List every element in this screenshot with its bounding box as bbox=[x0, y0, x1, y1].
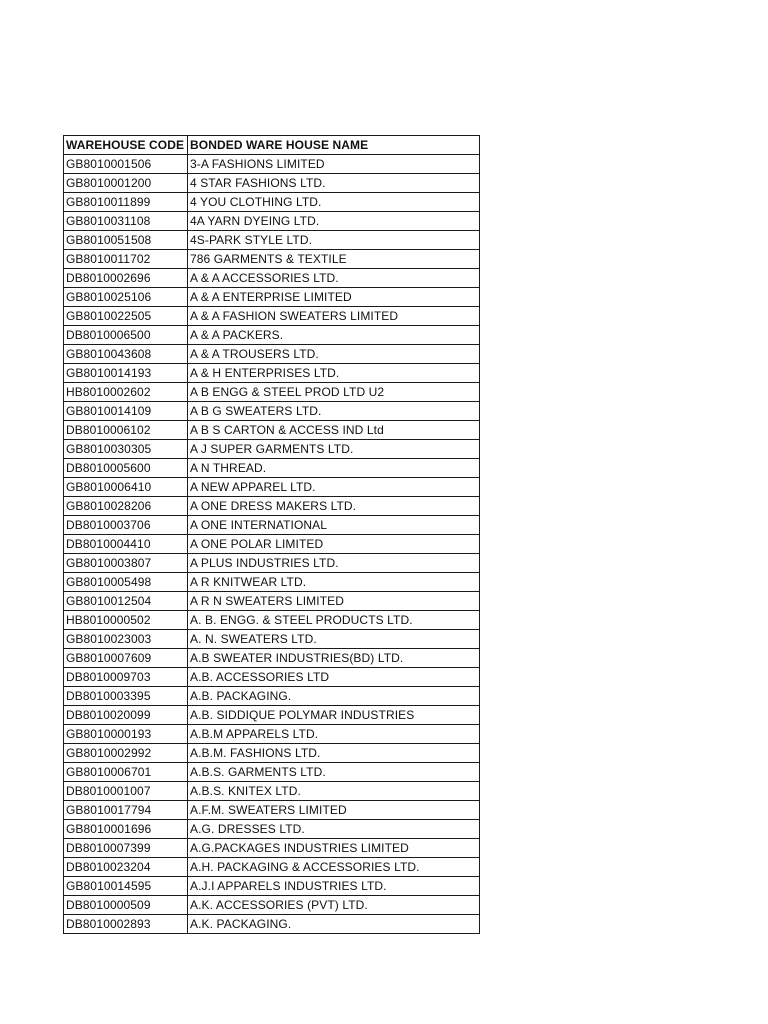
warehouse-name-cell: A.B. PACKAGING. bbox=[188, 687, 480, 706]
warehouse-table bbox=[63, 135, 480, 934]
warehouse-code-cell: DB8010003706 bbox=[64, 516, 188, 535]
warehouse-name-cell: A.B.M APPARELS LTD. bbox=[188, 725, 480, 744]
warehouse-code-cell: DB8010003395 bbox=[64, 687, 188, 706]
warehouse-name-cell: A.J.I APPARELS INDUSTRIES LTD. bbox=[188, 877, 480, 896]
table-row bbox=[64, 269, 480, 288]
warehouse-name-cell: A.K. PACKAGING. bbox=[188, 915, 480, 934]
warehouse-code-cell: GB8010006701 bbox=[64, 763, 188, 782]
warehouse-code-cell: GB8010028206 bbox=[64, 497, 188, 516]
warehouse-name-cell: A ONE INTERNATIONAL bbox=[188, 516, 480, 535]
table-row bbox=[64, 858, 480, 877]
warehouse-code-cell: DB8010005600 bbox=[64, 459, 188, 478]
table-row bbox=[64, 820, 480, 839]
table-row bbox=[64, 288, 480, 307]
table-row bbox=[64, 383, 480, 402]
warehouse-code-cell: GB8010005498 bbox=[64, 573, 188, 592]
table-row bbox=[64, 687, 480, 706]
warehouse-name-cell: 786 GARMENTS & TEXTILE bbox=[188, 250, 480, 269]
warehouse-name-cell: A. B. ENGG. & STEEL PRODUCTS LTD. bbox=[188, 611, 480, 630]
table-row bbox=[64, 497, 480, 516]
warehouse-code-cell: GB8010014193 bbox=[64, 364, 188, 383]
warehouse-name-cell: A N THREAD. bbox=[188, 459, 480, 478]
warehouse-code-cell: DB8010000509 bbox=[64, 896, 188, 915]
warehouse-name-cell: A.G. DRESSES LTD. bbox=[188, 820, 480, 839]
warehouse-name-cell: A & H ENTERPRISES LTD. bbox=[188, 364, 480, 383]
warehouse-name-cell: A & A ENTERPRISE LIMITED bbox=[188, 288, 480, 307]
table-row bbox=[64, 725, 480, 744]
table-row bbox=[64, 326, 480, 345]
warehouse-name-cell: A B S CARTON & ACCESS IND Ltd bbox=[188, 421, 480, 440]
warehouse-name-cell: A & A FASHION SWEATERS LIMITED bbox=[188, 307, 480, 326]
warehouse-code-cell: GB8010006410 bbox=[64, 478, 188, 497]
table-row bbox=[64, 763, 480, 782]
warehouse-name-cell: A B ENGG & STEEL PROD LTD U2 bbox=[188, 383, 480, 402]
table-row bbox=[64, 174, 480, 193]
warehouse-code-cell: DB8010002696 bbox=[64, 269, 188, 288]
warehouse-code-cell: GB8010003807 bbox=[64, 554, 188, 573]
table-row bbox=[64, 459, 480, 478]
warehouse-name-cell: A & A TROUSERS LTD. bbox=[188, 345, 480, 364]
table-row bbox=[64, 573, 480, 592]
table-row bbox=[64, 877, 480, 896]
warehouse-name-cell: A R N SWEATERS LIMITED bbox=[188, 592, 480, 611]
warehouse-name-cell: 4A YARN DYEING LTD. bbox=[188, 212, 480, 231]
warehouse-name-cell: A & A PACKERS. bbox=[188, 326, 480, 345]
table-row bbox=[64, 212, 480, 231]
table-row bbox=[64, 440, 480, 459]
table-row bbox=[64, 649, 480, 668]
column-header-warehouse-code: WAREHOUSE CODE bbox=[64, 136, 188, 155]
warehouse-name-cell: A.B.M. FASHIONS LTD. bbox=[188, 744, 480, 763]
table-body bbox=[64, 155, 480, 934]
warehouse-name-cell: A J SUPER GARMENTS LTD. bbox=[188, 440, 480, 459]
warehouse-name-cell: 4S-PARK STYLE LTD. bbox=[188, 231, 480, 250]
warehouse-code-cell: GB8010012504 bbox=[64, 592, 188, 611]
warehouse-name-cell: A.B.S. GARMENTS LTD. bbox=[188, 763, 480, 782]
warehouse-name-cell: A.B. SIDDIQUE POLYMAR INDUSTRIES bbox=[188, 706, 480, 725]
warehouse-code-cell: DB8010020099 bbox=[64, 706, 188, 725]
table-row bbox=[64, 839, 480, 858]
table-row bbox=[64, 250, 480, 269]
table-row bbox=[64, 915, 480, 934]
warehouse-name-cell: A ONE DRESS MAKERS LTD. bbox=[188, 497, 480, 516]
table-row bbox=[64, 345, 480, 364]
table-row bbox=[64, 421, 480, 440]
table-row bbox=[64, 554, 480, 573]
warehouse-name-cell: A.B. ACCESSORIES LTD bbox=[188, 668, 480, 687]
table-header-row bbox=[64, 136, 480, 155]
warehouse-name-cell: A PLUS INDUSTRIES LTD. bbox=[188, 554, 480, 573]
table-row bbox=[64, 668, 480, 687]
warehouse-name-cell: A.F.M. SWEATERS LIMITED bbox=[188, 801, 480, 820]
warehouse-table-container bbox=[63, 135, 480, 934]
warehouse-code-cell: GB8010011899 bbox=[64, 193, 188, 212]
table-row bbox=[64, 231, 480, 250]
warehouse-code-cell: HB8010000502 bbox=[64, 611, 188, 630]
warehouse-name-cell: A.K. ACCESSORIES (PVT) LTD. bbox=[188, 896, 480, 915]
table-row bbox=[64, 516, 480, 535]
table-row bbox=[64, 535, 480, 554]
table-row bbox=[64, 706, 480, 725]
warehouse-code-cell: GB8010014595 bbox=[64, 877, 188, 896]
warehouse-code-cell: DB8010001007 bbox=[64, 782, 188, 801]
warehouse-code-cell: GB8010001696 bbox=[64, 820, 188, 839]
warehouse-name-cell: A B G SWEATERS LTD. bbox=[188, 402, 480, 421]
warehouse-name-cell: A.G.PACKAGES INDUSTRIES LIMITED bbox=[188, 839, 480, 858]
warehouse-code-cell: GB8010030305 bbox=[64, 440, 188, 459]
warehouse-code-cell: GB8010002992 bbox=[64, 744, 188, 763]
warehouse-code-cell: GB8010001200 bbox=[64, 174, 188, 193]
column-header-warehouse-name: BONDED WARE HOUSE NAME bbox=[188, 136, 480, 155]
warehouse-name-cell: A.B.S. KNITEX LTD. bbox=[188, 782, 480, 801]
warehouse-code-cell: GB8010023003 bbox=[64, 630, 188, 649]
warehouse-name-cell: A & A ACCESSORIES LTD. bbox=[188, 269, 480, 288]
warehouse-code-cell: DB8010006500 bbox=[64, 326, 188, 345]
warehouse-name-cell: 4 STAR FASHIONS LTD. bbox=[188, 174, 480, 193]
table-row bbox=[64, 155, 480, 174]
table-row bbox=[64, 364, 480, 383]
warehouse-code-cell: GB8010051508 bbox=[64, 231, 188, 250]
table-row bbox=[64, 307, 480, 326]
warehouse-code-cell: GB8010007609 bbox=[64, 649, 188, 668]
warehouse-code-cell: GB8010031108 bbox=[64, 212, 188, 231]
warehouse-code-cell: GB8010000193 bbox=[64, 725, 188, 744]
warehouse-code-cell: GB8010014109 bbox=[64, 402, 188, 421]
warehouse-code-cell: GB8010001506 bbox=[64, 155, 188, 174]
warehouse-code-cell: GB8010043608 bbox=[64, 345, 188, 364]
warehouse-code-cell: DB8010004410 bbox=[64, 535, 188, 554]
warehouse-code-cell: GB8010011702 bbox=[64, 250, 188, 269]
warehouse-name-cell: A NEW APPAREL LTD. bbox=[188, 478, 480, 497]
warehouse-name-cell: A ONE POLAR LIMITED bbox=[188, 535, 480, 554]
warehouse-code-cell: DB8010006102 bbox=[64, 421, 188, 440]
warehouse-code-cell: DB8010009703 bbox=[64, 668, 188, 687]
warehouse-code-cell: GB8010022505 bbox=[64, 307, 188, 326]
warehouse-code-cell: DB8010002893 bbox=[64, 915, 188, 934]
warehouse-name-cell: 3-A FASHIONS LIMITED bbox=[188, 155, 480, 174]
warehouse-name-cell: 4 YOU CLOTHING LTD. bbox=[188, 193, 480, 212]
table-row bbox=[64, 744, 480, 763]
warehouse-code-cell: DB8010007399 bbox=[64, 839, 188, 858]
warehouse-code-cell: DB8010023204 bbox=[64, 858, 188, 877]
table-row bbox=[64, 801, 480, 820]
warehouse-name-cell: A.H. PACKAGING & ACCESSORIES LTD. bbox=[188, 858, 480, 877]
warehouse-code-cell: GB8010017794 bbox=[64, 801, 188, 820]
table-row bbox=[64, 478, 480, 497]
warehouse-name-cell: A R KNITWEAR LTD. bbox=[188, 573, 480, 592]
table-row bbox=[64, 630, 480, 649]
table-row bbox=[64, 402, 480, 421]
table-row bbox=[64, 592, 480, 611]
warehouse-code-cell: HB8010002602 bbox=[64, 383, 188, 402]
warehouse-code-cell: GB8010025106 bbox=[64, 288, 188, 307]
table-row bbox=[64, 193, 480, 212]
warehouse-name-cell: A. N. SWEATERS LTD. bbox=[188, 630, 480, 649]
table-row bbox=[64, 611, 480, 630]
table-row bbox=[64, 896, 480, 915]
warehouse-name-cell: A.B SWEATER INDUSTRIES(BD) LTD. bbox=[188, 649, 480, 668]
table-row bbox=[64, 782, 480, 801]
